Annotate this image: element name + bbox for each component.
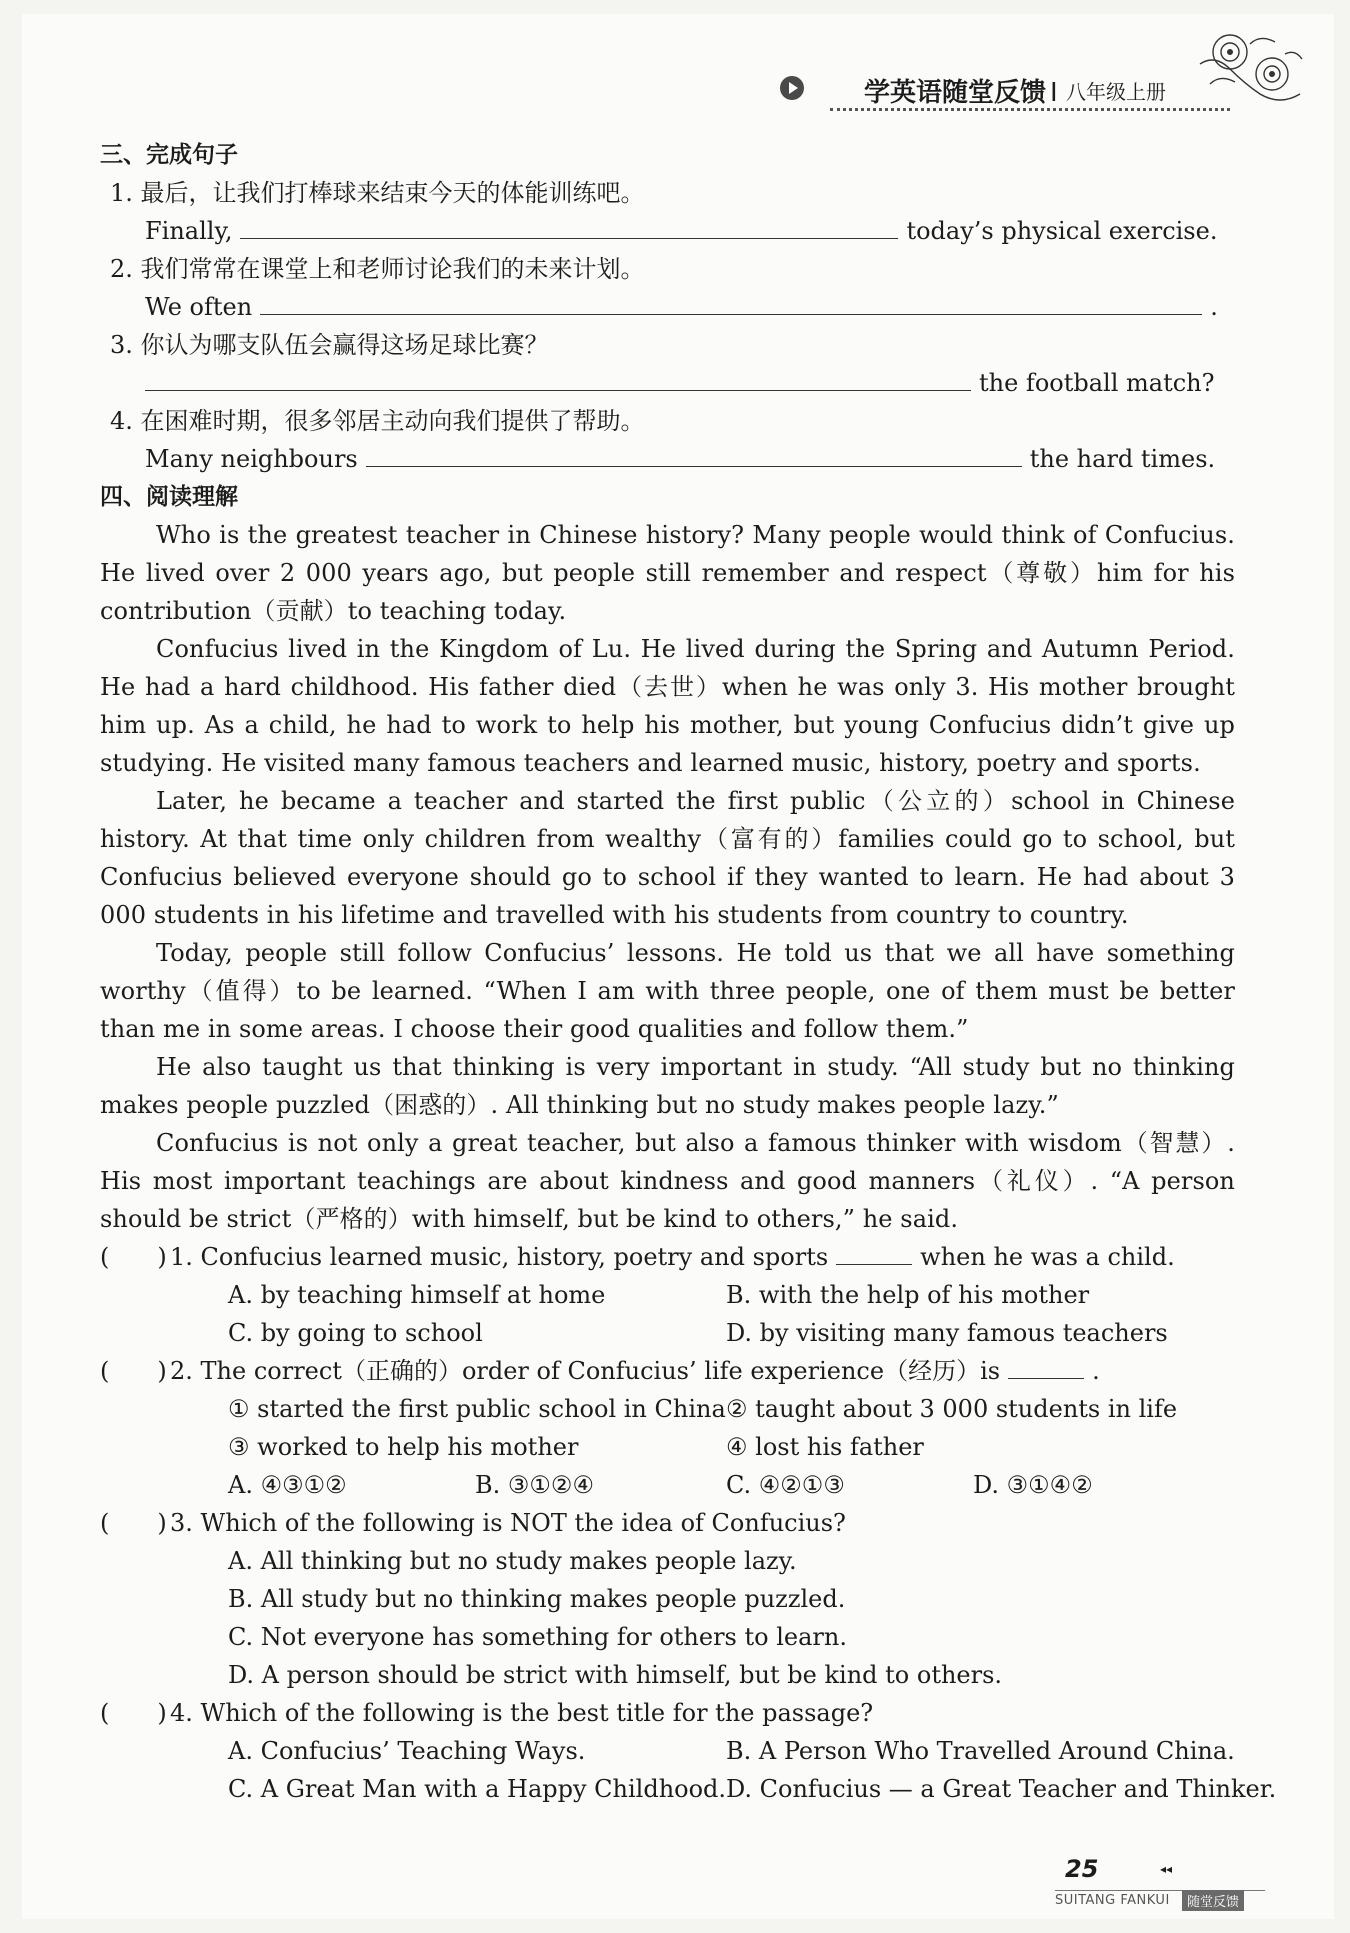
question-3-stem	[100, 1504, 1235, 1542]
sentence-2-chinese	[100, 250, 1235, 288]
sentence-4-chinese	[100, 402, 1235, 440]
item-number: 1.	[110, 179, 133, 207]
question-2-options	[100, 1466, 1235, 1504]
sentence-1-english	[100, 212, 1235, 250]
question-3-option-c-row	[100, 1618, 1235, 1656]
answer-suffix: the football match?	[979, 369, 1215, 397]
question-4-options-row-1	[100, 1732, 1235, 1770]
answer-blank-2[interactable]	[260, 288, 1202, 315]
answer-suffix: the hard times.	[1029, 445, 1216, 473]
question-4-options-row-2	[100, 1770, 1277, 1808]
footer-tag: 随堂反馈	[1182, 1890, 1244, 1911]
option-c[interactable]: C. Not everyone has something for others to learn.	[228, 1623, 847, 1651]
question-3-option-d-row	[100, 1656, 1235, 1694]
question-1-options-row-2	[100, 1314, 1235, 1352]
option-d[interactable]: D. Confucius — a Great Teacher and Thinker.	[726, 1775, 1277, 1803]
answer-prefix: We often	[145, 293, 253, 321]
header-dotted-rule	[830, 108, 1230, 111]
section-title-reading: 四、阅读理解	[100, 484, 238, 510]
worksheet-content	[100, 136, 1277, 1808]
question-text: 4. Which of the following is the best title for the passage?	[170, 1699, 874, 1727]
question-1-options-row-1	[100, 1276, 1235, 1314]
footer-pinyin: SUITANG FANKUI	[1055, 1893, 1170, 1908]
grade-label: 八年级上册	[1066, 80, 1166, 104]
question-text: 3. Which of the following is NOT the idea of Confucius?	[170, 1509, 846, 1537]
chinese-text: 你认为哪支队伍会赢得这场足球比赛？	[140, 331, 549, 359]
event-4: ④ lost his father	[726, 1433, 924, 1461]
title-divider: I	[1050, 78, 1058, 108]
answer-prefix: Many neighbours	[145, 445, 358, 473]
option-b[interactable]: B. All study but no thinking makes people puzzled.	[228, 1585, 846, 1613]
question-3-option-b-row	[100, 1580, 1235, 1618]
question-text-end: .	[1092, 1357, 1100, 1385]
chinese-text: 在困难时期，很多邻居主动向我们提供了帮助。	[140, 407, 645, 435]
question-3-option-a-row	[100, 1542, 1235, 1580]
question-2-events-row-2	[100, 1428, 1235, 1466]
chinese-text: 我们常常在课堂上和老师讨论我们的未来计划。	[140, 255, 645, 283]
option-a[interactable]: A. by teaching himself at home	[228, 1281, 606, 1309]
answer-prefix: Finally,	[145, 217, 233, 245]
option-b[interactable]: B. A Person Who Travelled Around China.	[726, 1737, 1235, 1765]
page-number: 25	[1065, 1855, 1099, 1883]
event-2: ② taught about 3 000 students in life	[726, 1395, 1178, 1423]
option-b[interactable]: B. ③①②④	[475, 1471, 594, 1499]
book-title	[864, 72, 1062, 109]
option-c[interactable]: C. by going to school	[228, 1319, 483, 1347]
question-2-events-row-1	[100, 1390, 1235, 1428]
answer-parenthesis[interactable]: ( )	[100, 1357, 167, 1385]
sentence-2-english	[100, 288, 1235, 326]
question-2-stem	[100, 1352, 1235, 1390]
option-d[interactable]: D. by visiting many famous teachers	[726, 1319, 1168, 1347]
sentence-1-chinese	[100, 174, 1235, 212]
play-icon	[780, 76, 804, 100]
question-4-stem	[100, 1694, 1235, 1732]
question-1-blank[interactable]	[836, 1238, 912, 1265]
passage-paragraph-3: Later, he became a teacher and started the first public（公立的）school in Chinese history. At that time only children from wealthy（富有的）families could go to school, but Confucius believed everyone should go to school if they wanted to learn. He had about 3 000 students in his lifetime and travelled with his students from country to country.	[100, 787, 1235, 929]
answer-parenthesis[interactable]: ( )	[100, 1699, 167, 1727]
sentence-4-english	[100, 440, 1235, 478]
answer-blank-4[interactable]	[366, 440, 1022, 467]
question-1-stem	[100, 1238, 1235, 1276]
option-c[interactable]: C. ④②①③	[726, 1471, 845, 1499]
item-number: 2.	[110, 255, 133, 283]
chinese-text: 最后，让我们打棒球来结束今天的体能训练吧。	[140, 179, 645, 207]
option-d[interactable]: D. A person should be strict with himself, but be kind to others.	[228, 1661, 1003, 1689]
option-a[interactable]: A. ④③①②	[228, 1471, 347, 1499]
option-a[interactable]: A. Confucius’ Teaching Ways.	[228, 1737, 586, 1765]
passage-paragraph-1: Who is the greatest teacher in Chinese history? Many people would think of Confucius. He lived over 2 000 years ago, but people still remember and respect（尊敬）him for his contribution（贡献）to teaching today.	[100, 521, 1235, 625]
passage-paragraph-5: He also taught us that thinking is very important in study. “All study but no thinking makes people puzzled（困惑的）. All thinking but no study makes people lazy.”	[100, 1053, 1235, 1119]
event-1: ① started the first public school in China	[228, 1395, 726, 1423]
item-number: 3.	[110, 331, 133, 359]
sentence-3-english	[100, 364, 1235, 402]
answer-parenthesis[interactable]: ( )	[100, 1509, 167, 1537]
answer-suffix: .	[1210, 293, 1218, 321]
passage-paragraph-4: Today, people still follow Confucius’ lessons. He told us that we all have something worthy（值得）to be learned. “When I am with three people, one of them must be better than me in some areas. I choose their good qualities and follow them.”	[100, 939, 1235, 1043]
question-text: 2. The correct（正确的）order of Confucius’ life experience（经历）is	[170, 1357, 1001, 1385]
passage-paragraph-6: Confucius is not only a great teacher, but also a famous thinker with wisdom（智慧）. His most important teachings are about kindness and good manners（礼仪）. “A person should be strict（严格的）with himself, but be kind to others,” he said.	[100, 1129, 1235, 1233]
sentence-3-chinese	[100, 326, 1235, 364]
option-d[interactable]: D. ③①④②	[973, 1471, 1093, 1499]
item-number: 4.	[110, 407, 133, 435]
option-c[interactable]: C. A Great Man with a Happy Childhood.	[228, 1775, 727, 1803]
section-title-complete-sentences: 三、完成句子	[100, 142, 238, 168]
question-text: 1. Confucius learned music, history, poetry and sports	[170, 1243, 829, 1271]
answer-parenthesis[interactable]: ( )	[100, 1243, 167, 1271]
option-a[interactable]: A. All thinking but no study makes people lazy.	[228, 1547, 797, 1575]
passage-paragraph-2: Confucius lived in the Kingdom of Lu. He lived during the Spring and Autumn Period. He had a hard childhood. His father died（去世）when he was only 3. His mother brought him up. As a child, he had to work to help his mother, but young Confucius didn’t give up studying. He visited many famous teachers and learned music, history, poetry and sports.	[100, 635, 1235, 777]
answer-blank-1[interactable]	[240, 212, 898, 239]
event-3: ③ worked to help his mother	[228, 1433, 579, 1461]
question-2-blank[interactable]	[1008, 1352, 1084, 1379]
page-header	[780, 62, 1250, 122]
answer-suffix: today’s physical exercise.	[906, 217, 1218, 245]
book-title-text: 学英语随堂反馈	[864, 78, 1047, 108]
flower-ornament-icon	[1190, 24, 1308, 119]
answer-blank-3[interactable]	[145, 364, 971, 391]
question-text-end: when he was a child.	[920, 1243, 1175, 1271]
option-b[interactable]: B. with the help of his mother	[726, 1281, 1090, 1309]
double-arrow-icon: ◂◂	[1160, 1862, 1173, 1876]
